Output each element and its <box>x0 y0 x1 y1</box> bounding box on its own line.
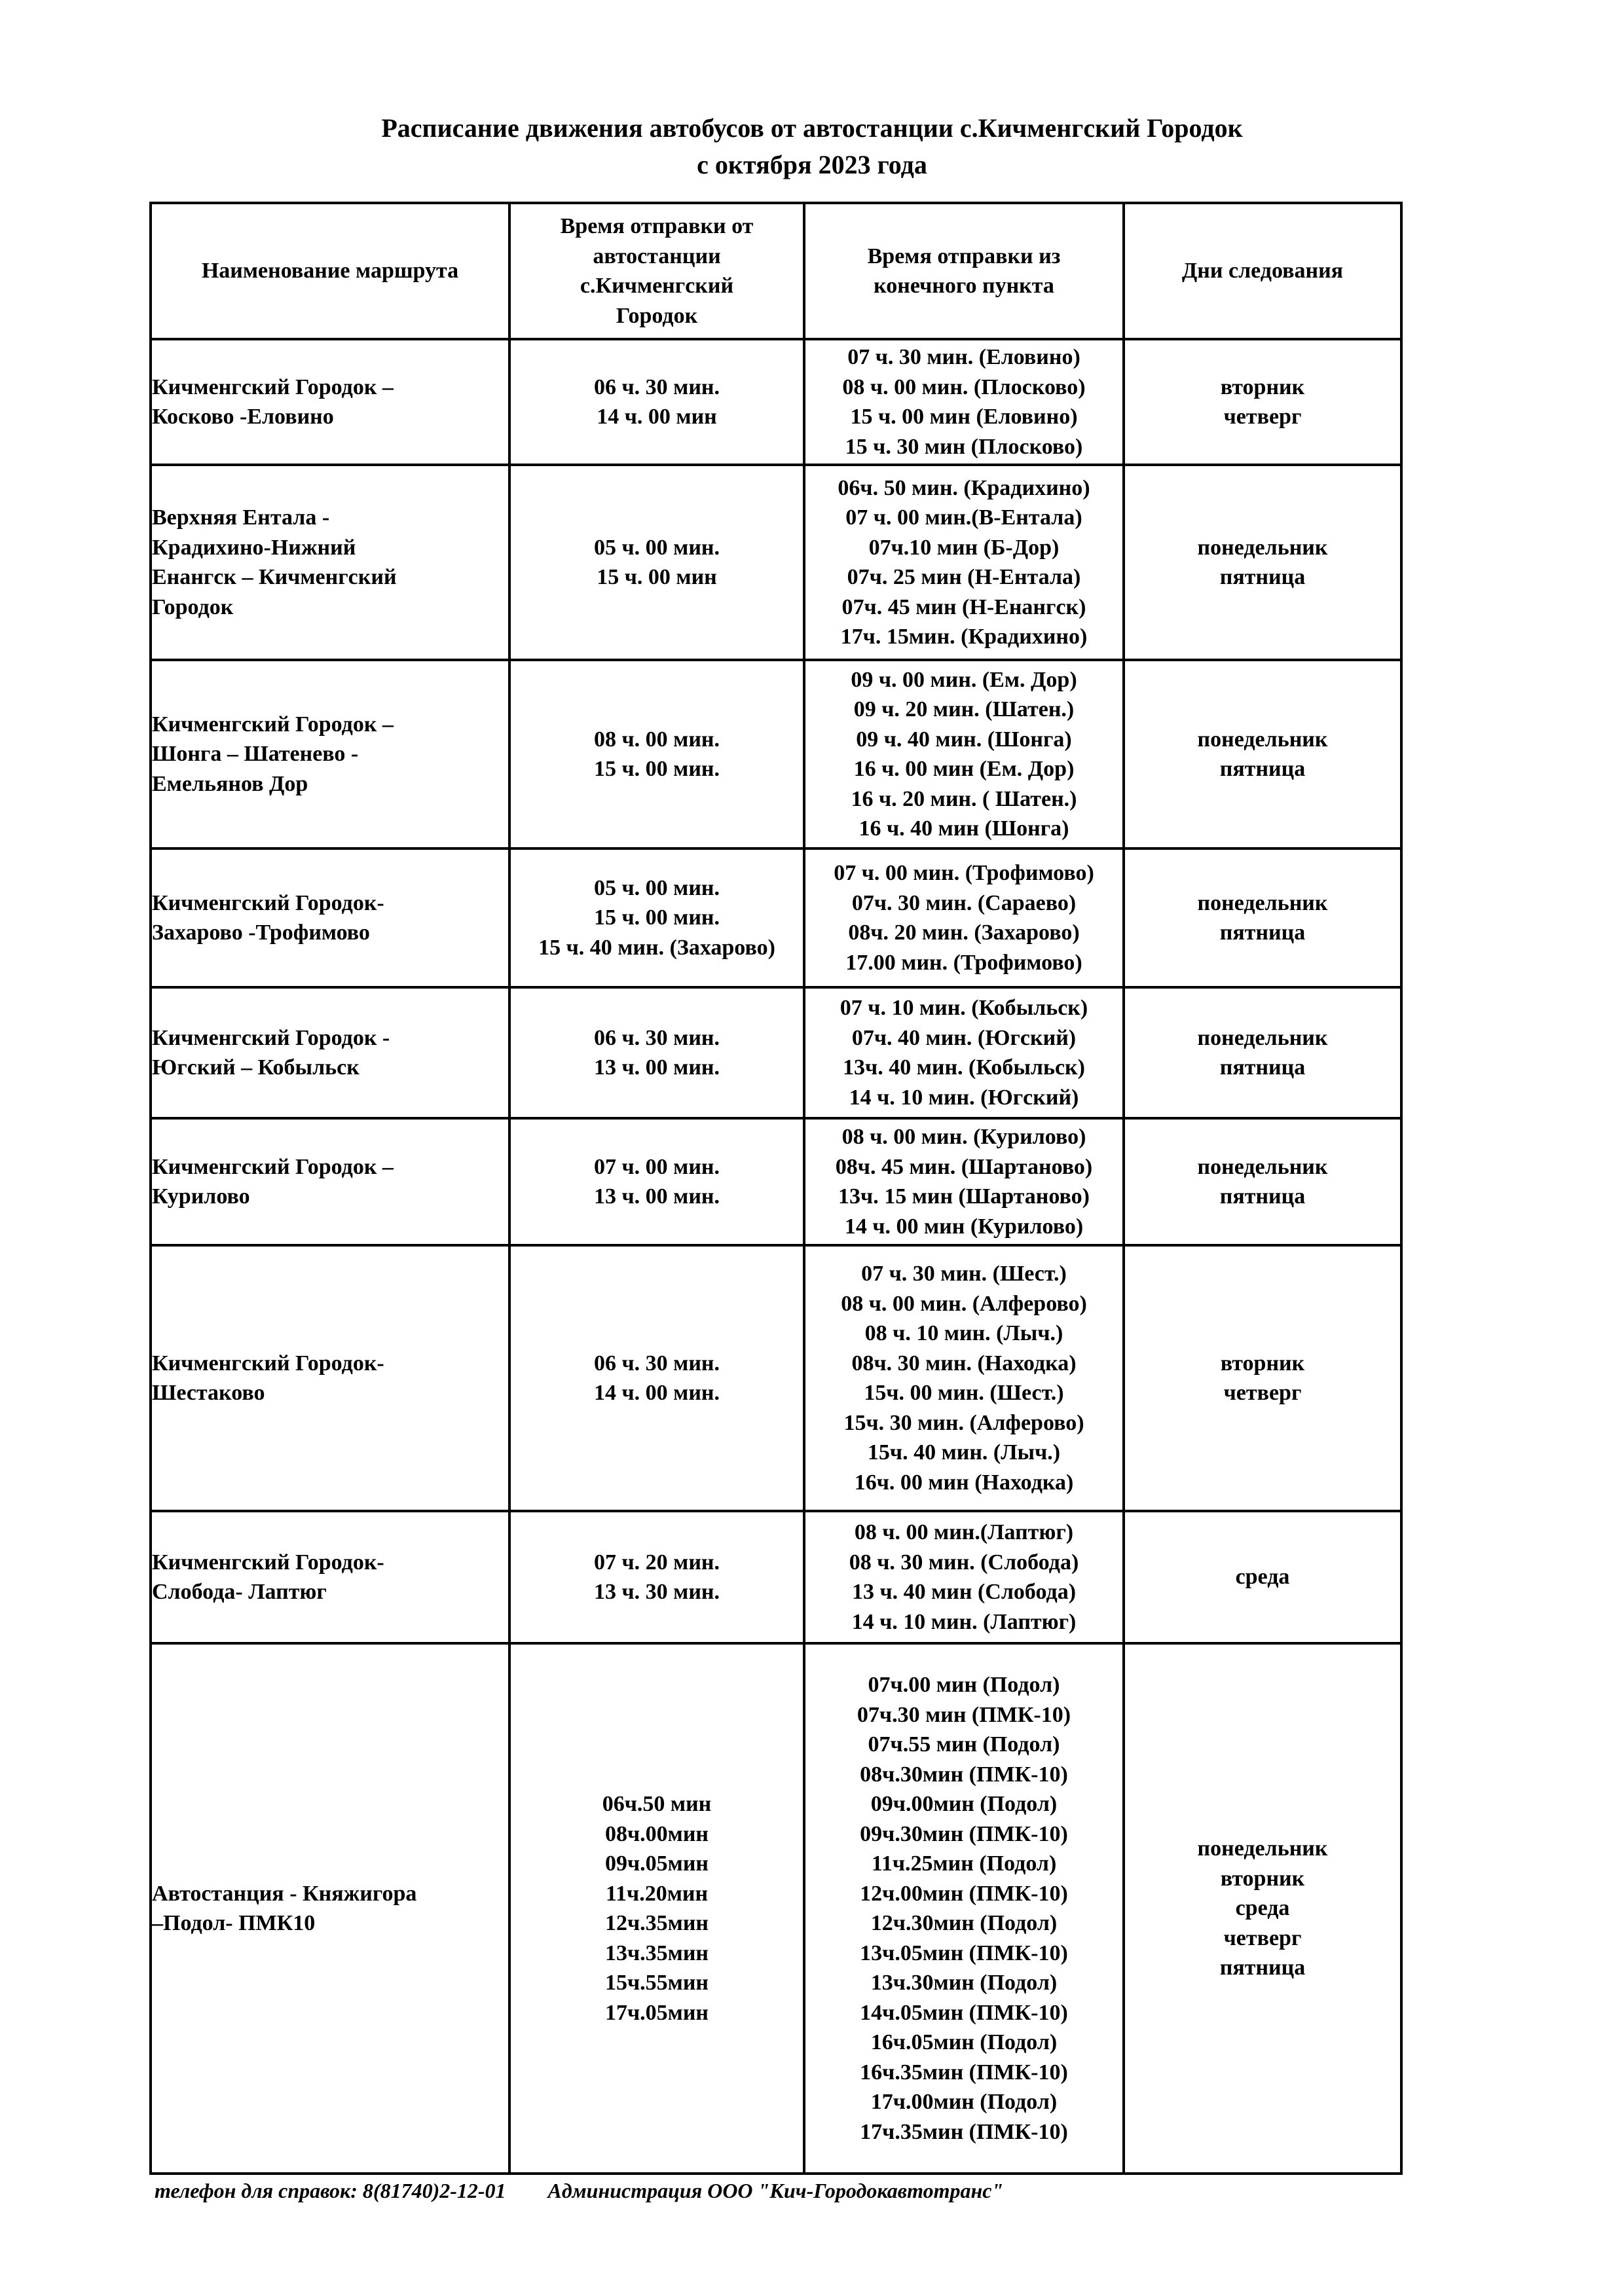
departure-time: 06 ч. 30 мин. <box>593 374 720 399</box>
route-name-line: Косково -Еловино <box>152 405 334 429</box>
title-line-1: Расписание движения автобусов от автостанции с.Кичменгский Городок <box>381 113 1243 143</box>
return-time: 16 ч. 20 мин. ( Шатен.) <box>851 786 1077 811</box>
return-time: 17ч. 15мин. (Крадихино) <box>840 625 1088 649</box>
return-times-cell <box>804 987 1124 1118</box>
route-name-line: Верхняя Ентала - <box>152 505 330 530</box>
return-time: 13ч.05мин (ПМК-10) <box>860 1941 1068 1965</box>
header-arrival-line: конечного пункта <box>874 274 1054 298</box>
route-name-line: Кичменгский Городок- <box>152 890 384 915</box>
day-of-week: вторник <box>1220 1866 1305 1891</box>
return-time: 08 ч. 30 мин. (Слобода) <box>849 1550 1079 1575</box>
return-time: 12ч.30мин (Подол) <box>870 1911 1058 1935</box>
footer-admin: Администрация ООО "Кич-Городокавтотранс" <box>547 2179 1004 2202</box>
return-time: 15ч. 30 мин. (Алферово) <box>843 1410 1084 1435</box>
return-time: 07ч. 45 мин (Н-Енангск) <box>841 594 1086 619</box>
day-of-week: среда <box>1235 1896 1290 1921</box>
return-time: 17ч.00мин (Подол) <box>870 2090 1058 2114</box>
return-time: 09ч.30мин (ПМК-10) <box>860 1821 1068 1846</box>
route-name-line: Слобода- Лаптюг <box>152 1580 327 1604</box>
return-time: 15 ч. 00 мин (Еловино) <box>850 405 1078 429</box>
return-time: 17.00 мин. (Трофимово) <box>845 950 1082 975</box>
day-of-week: пятница <box>1219 1055 1306 1080</box>
return-time: 07ч. 30 мин. (Сараево) <box>851 890 1077 915</box>
return-time: 14ч.05мин (ПМК-10) <box>860 2000 1068 2025</box>
departure-time: 14 ч. 00 мин <box>597 405 717 429</box>
days-cell <box>1124 848 1401 987</box>
header-departure-line: с.Кичменгский <box>580 274 734 298</box>
departure-time: 05 ч. 00 мин. <box>593 875 720 900</box>
return-time: 07 ч. 30 мин. (Шест.) <box>861 1262 1067 1286</box>
departure-time: 06ч.50 мин <box>602 1792 712 1816</box>
return-time: 07ч.55 мин (Подол) <box>868 1732 1060 1757</box>
departure-time: 06 ч. 30 мин. <box>593 1351 720 1376</box>
return-time: 16ч.05мин (Подол) <box>870 2030 1058 2054</box>
header-departure <box>509 203 804 339</box>
route-name-line: Шонга – Шатенево - <box>152 742 359 767</box>
departure-time: 06 ч. 30 мин. <box>593 1025 720 1050</box>
departure-time: 15 ч. 00 мин <box>597 565 717 589</box>
return-time: 14 ч. 00 мин (Курилово) <box>844 1214 1084 1239</box>
route-row <box>151 1511 1401 1643</box>
days-cell <box>1124 465 1401 660</box>
schedule-table <box>149 202 1403 2175</box>
days-cell <box>1124 1118 1401 1245</box>
route-name-line: Кичменгский Городок - <box>152 1025 390 1050</box>
days-cell <box>1124 987 1401 1118</box>
route-name-line: Городок <box>152 594 234 619</box>
return-time: 09ч.00мин (Подол) <box>870 1792 1058 1816</box>
route-name-line: Югский – Кобыльск <box>152 1055 360 1080</box>
departure-times-cell <box>509 1245 804 1511</box>
return-time: 07 ч. 30 мин. (Еловино) <box>847 345 1080 369</box>
departure-time: 13ч.35мин <box>604 1941 709 1965</box>
route-name-line: Кичменгский Городок – <box>152 1154 394 1179</box>
day-of-week: понедельник <box>1197 890 1328 915</box>
route-name-cell <box>151 1118 509 1245</box>
return-time: 15ч. 40 мин. (Лыч.) <box>867 1440 1061 1465</box>
return-time: 08 ч. 00 мин.(Лаптюг) <box>854 1520 1074 1544</box>
return-time: 08 ч. 10 мин. (Лыч.) <box>864 1321 1063 1345</box>
route-name-line: –Подол- ПМК10 <box>152 1911 316 1935</box>
departure-times-cell <box>509 1643 804 2174</box>
departure-time: 09ч.05мин <box>604 1851 709 1876</box>
return-times-cell <box>804 465 1124 660</box>
route-name-line: Кичменгский Городок- <box>152 1550 384 1575</box>
return-times-cell <box>804 1245 1124 1511</box>
days-cell <box>1124 1511 1401 1643</box>
departure-time: 08 ч. 00 мин. <box>593 727 720 752</box>
day-of-week: пятница <box>1219 1184 1306 1209</box>
return-time: 07ч. 25 мин (Н-Ентала) <box>847 565 1081 589</box>
return-time: 13ч. 40 мин. (Кобыльск) <box>843 1055 1085 1080</box>
return-times-cell <box>804 1643 1124 2174</box>
return-time: 17ч.35мин (ПМК-10) <box>860 2119 1068 2144</box>
departure-time: 15 ч. 00 мин. <box>593 905 720 930</box>
route-name-line: Крадихино-Нижний <box>152 535 356 560</box>
return-time: 07 ч. 00 мин. (Трофимово) <box>834 861 1094 885</box>
day-of-week: пятница <box>1219 757 1306 781</box>
departure-time: 11ч.20мин <box>605 1881 709 1906</box>
departure-times-cell <box>509 339 804 465</box>
schedule-body <box>151 339 1401 2174</box>
departure-time: 13 ч. 00 мин. <box>593 1184 720 1209</box>
departure-times-cell <box>509 1118 804 1245</box>
day-of-week: среда <box>1235 1565 1290 1590</box>
days-cell <box>1124 1643 1401 2174</box>
departure-time: 07 ч. 00 мин. <box>593 1154 720 1179</box>
day-of-week: пятница <box>1219 565 1306 589</box>
departure-time: 05 ч. 00 мин. <box>593 535 720 560</box>
footer-phone: телефон для справок: 8(81740)2-12-01 <box>155 2179 506 2202</box>
departure-time: 12ч.35мин <box>604 1911 709 1935</box>
header-departure-line: Время отправки от <box>560 214 754 238</box>
departure-times-cell <box>509 987 804 1118</box>
day-of-week: понедельник <box>1197 1025 1328 1050</box>
header-route: Наименование маршрута <box>151 203 509 339</box>
header-row <box>151 203 1401 339</box>
return-times-cell <box>804 1118 1124 1245</box>
route-row <box>151 848 1401 987</box>
days-cell <box>1124 1245 1401 1511</box>
departure-time: 15 ч. 40 мин. (Захарово) <box>538 935 775 960</box>
day-of-week: понедельник <box>1197 535 1328 560</box>
day-of-week: вторник <box>1220 374 1305 399</box>
route-name-cell <box>151 465 509 660</box>
title-line-2: с октября 2023 года <box>697 150 927 179</box>
return-time: 08ч.30мин (ПМК-10) <box>860 1762 1068 1787</box>
day-of-week: понедельник <box>1197 727 1328 752</box>
route-name-line: Кичменгский Городок – <box>152 712 394 737</box>
header-arrival-line: Время отправки из <box>867 244 1061 268</box>
days-cell <box>1124 339 1401 465</box>
return-times-cell <box>804 660 1124 848</box>
route-row <box>151 339 1401 465</box>
days-cell <box>1124 660 1401 848</box>
return-time: 12ч.00мин (ПМК-10) <box>860 1881 1068 1906</box>
return-time: 07ч. 40 мин. (Югский) <box>851 1025 1077 1050</box>
route-name-cell <box>151 1245 509 1511</box>
route-name-line: Емельянов Дор <box>152 771 308 796</box>
day-of-week: пятница <box>1219 1956 1306 1980</box>
return-time: 11ч.25мин (Подол) <box>871 1851 1057 1876</box>
return-time: 08ч. 30 мин. (Находка) <box>851 1351 1077 1376</box>
route-row <box>151 987 1401 1118</box>
route-name-line: Кичменгский Городок – <box>152 374 394 399</box>
route-name-cell <box>151 987 509 1118</box>
return-time: 14 ч. 10 мин. (Лаптюг) <box>851 1609 1077 1634</box>
return-time: 16ч.35мин (ПМК-10) <box>860 2060 1068 2085</box>
departure-times-cell <box>509 1511 804 1643</box>
return-time: 13ч. 15 мин (Шартаново) <box>838 1184 1090 1209</box>
day-of-week: четверг <box>1223 1381 1302 1405</box>
day-of-week: понедельник <box>1197 1154 1328 1179</box>
day-of-week: четверг <box>1223 405 1302 429</box>
departure-times-cell <box>509 660 804 848</box>
day-of-week: вторник <box>1220 1351 1305 1376</box>
route-name-cell <box>151 848 509 987</box>
header-days: Дни следования <box>1124 203 1401 339</box>
departure-time: 13 ч. 00 мин. <box>593 1055 720 1080</box>
return-time: 09 ч. 00 мин. (Ем. Дор) <box>851 667 1077 692</box>
route-name-line: Енангск – Кичменгский <box>152 565 397 589</box>
header-departure-line: автостанции <box>593 244 721 268</box>
return-time: 13ч.30мин (Подол) <box>870 1971 1058 1995</box>
return-time: 07 ч. 00 мин.(В-Ентала) <box>845 505 1082 530</box>
route-row <box>151 1118 1401 1245</box>
return-time: 15 ч. 30 мин (Плосково) <box>845 434 1083 459</box>
route-name-line: Кичменгский Городок- <box>152 1351 384 1376</box>
departure-time: 17ч.05мин <box>604 2000 709 2025</box>
return-times-cell <box>804 339 1124 465</box>
route-name-line: Курилово <box>152 1184 250 1209</box>
route-name-cell <box>151 1511 509 1643</box>
return-time: 16 ч. 40 мин (Шонга) <box>858 816 1069 841</box>
departure-time: 15 ч. 00 мин. <box>593 757 720 781</box>
return-time: 09 ч. 20 мин. (Шатен.) <box>853 697 1075 721</box>
return-time: 08 ч. 00 мин. (Алферово) <box>841 1291 1087 1316</box>
return-time: 13 ч. 40 мин (Слобода) <box>851 1580 1077 1604</box>
return-time: 14 ч. 10 мин. (Югский) <box>849 1085 1079 1110</box>
route-name-line: Захарово -Трофимово <box>152 920 370 945</box>
return-time: 08 ч. 00 мин. (Плосково) <box>842 374 1086 399</box>
day-of-week: понедельник <box>1197 1836 1328 1861</box>
return-time: 16 ч. 00 мин (Ем. Дор) <box>853 757 1075 781</box>
departure-time: 15ч.55мин <box>604 1971 709 1995</box>
route-name-cell <box>151 1643 509 2174</box>
departure-time: 08ч.00мин <box>604 1821 709 1846</box>
return-time: 08ч. 20 мин. (Захарово) <box>848 920 1080 945</box>
departure-time: 14 ч. 00 мин. <box>593 1381 720 1405</box>
footer <box>155 2179 1003 2203</box>
return-time: 06ч. 50 мин. (Крадихино) <box>838 475 1090 500</box>
departure-time: 13 ч. 30 мин. <box>593 1580 720 1604</box>
route-name-cell <box>151 339 509 465</box>
return-time: 07ч.00 мин (Подол) <box>868 1673 1060 1697</box>
return-time: 08 ч. 00 мин. (Курилово) <box>841 1125 1086 1149</box>
return-times-cell <box>804 848 1124 987</box>
route-row <box>151 1643 1401 2174</box>
document-title <box>0 110 1624 183</box>
return-time: 07ч.10 мин (Б-Дор) <box>868 535 1060 560</box>
route-name-cell <box>151 660 509 848</box>
return-time: 07 ч. 10 мин. (Кобыльск) <box>840 996 1088 1020</box>
departure-times-cell <box>509 465 804 660</box>
route-name-line: Шестаково <box>152 1381 265 1405</box>
day-of-week: пятница <box>1219 920 1306 945</box>
header-arrival <box>804 203 1124 339</box>
departure-times-cell <box>509 848 804 987</box>
return-time: 09 ч. 40 мин. (Шонга) <box>856 727 1072 752</box>
return-time: 15ч. 00 мин. (Шест.) <box>864 1381 1064 1405</box>
header-departure-line: Городок <box>616 303 698 328</box>
route-row <box>151 465 1401 660</box>
day-of-week: четверг <box>1223 1925 1302 1950</box>
departure-time: 07 ч. 20 мин. <box>593 1550 720 1575</box>
return-time: 08ч. 45 мин. (Шартаново) <box>835 1154 1093 1179</box>
return-time: 07ч.30 мин (ПМК-10) <box>857 1702 1071 1727</box>
route-name-line: Автостанция - Княжигора <box>152 1881 417 1906</box>
return-times-cell <box>804 1511 1124 1643</box>
route-row <box>151 1245 1401 1511</box>
route-row <box>151 660 1401 848</box>
return-time: 16ч. 00 мин (Находка) <box>854 1470 1074 1495</box>
